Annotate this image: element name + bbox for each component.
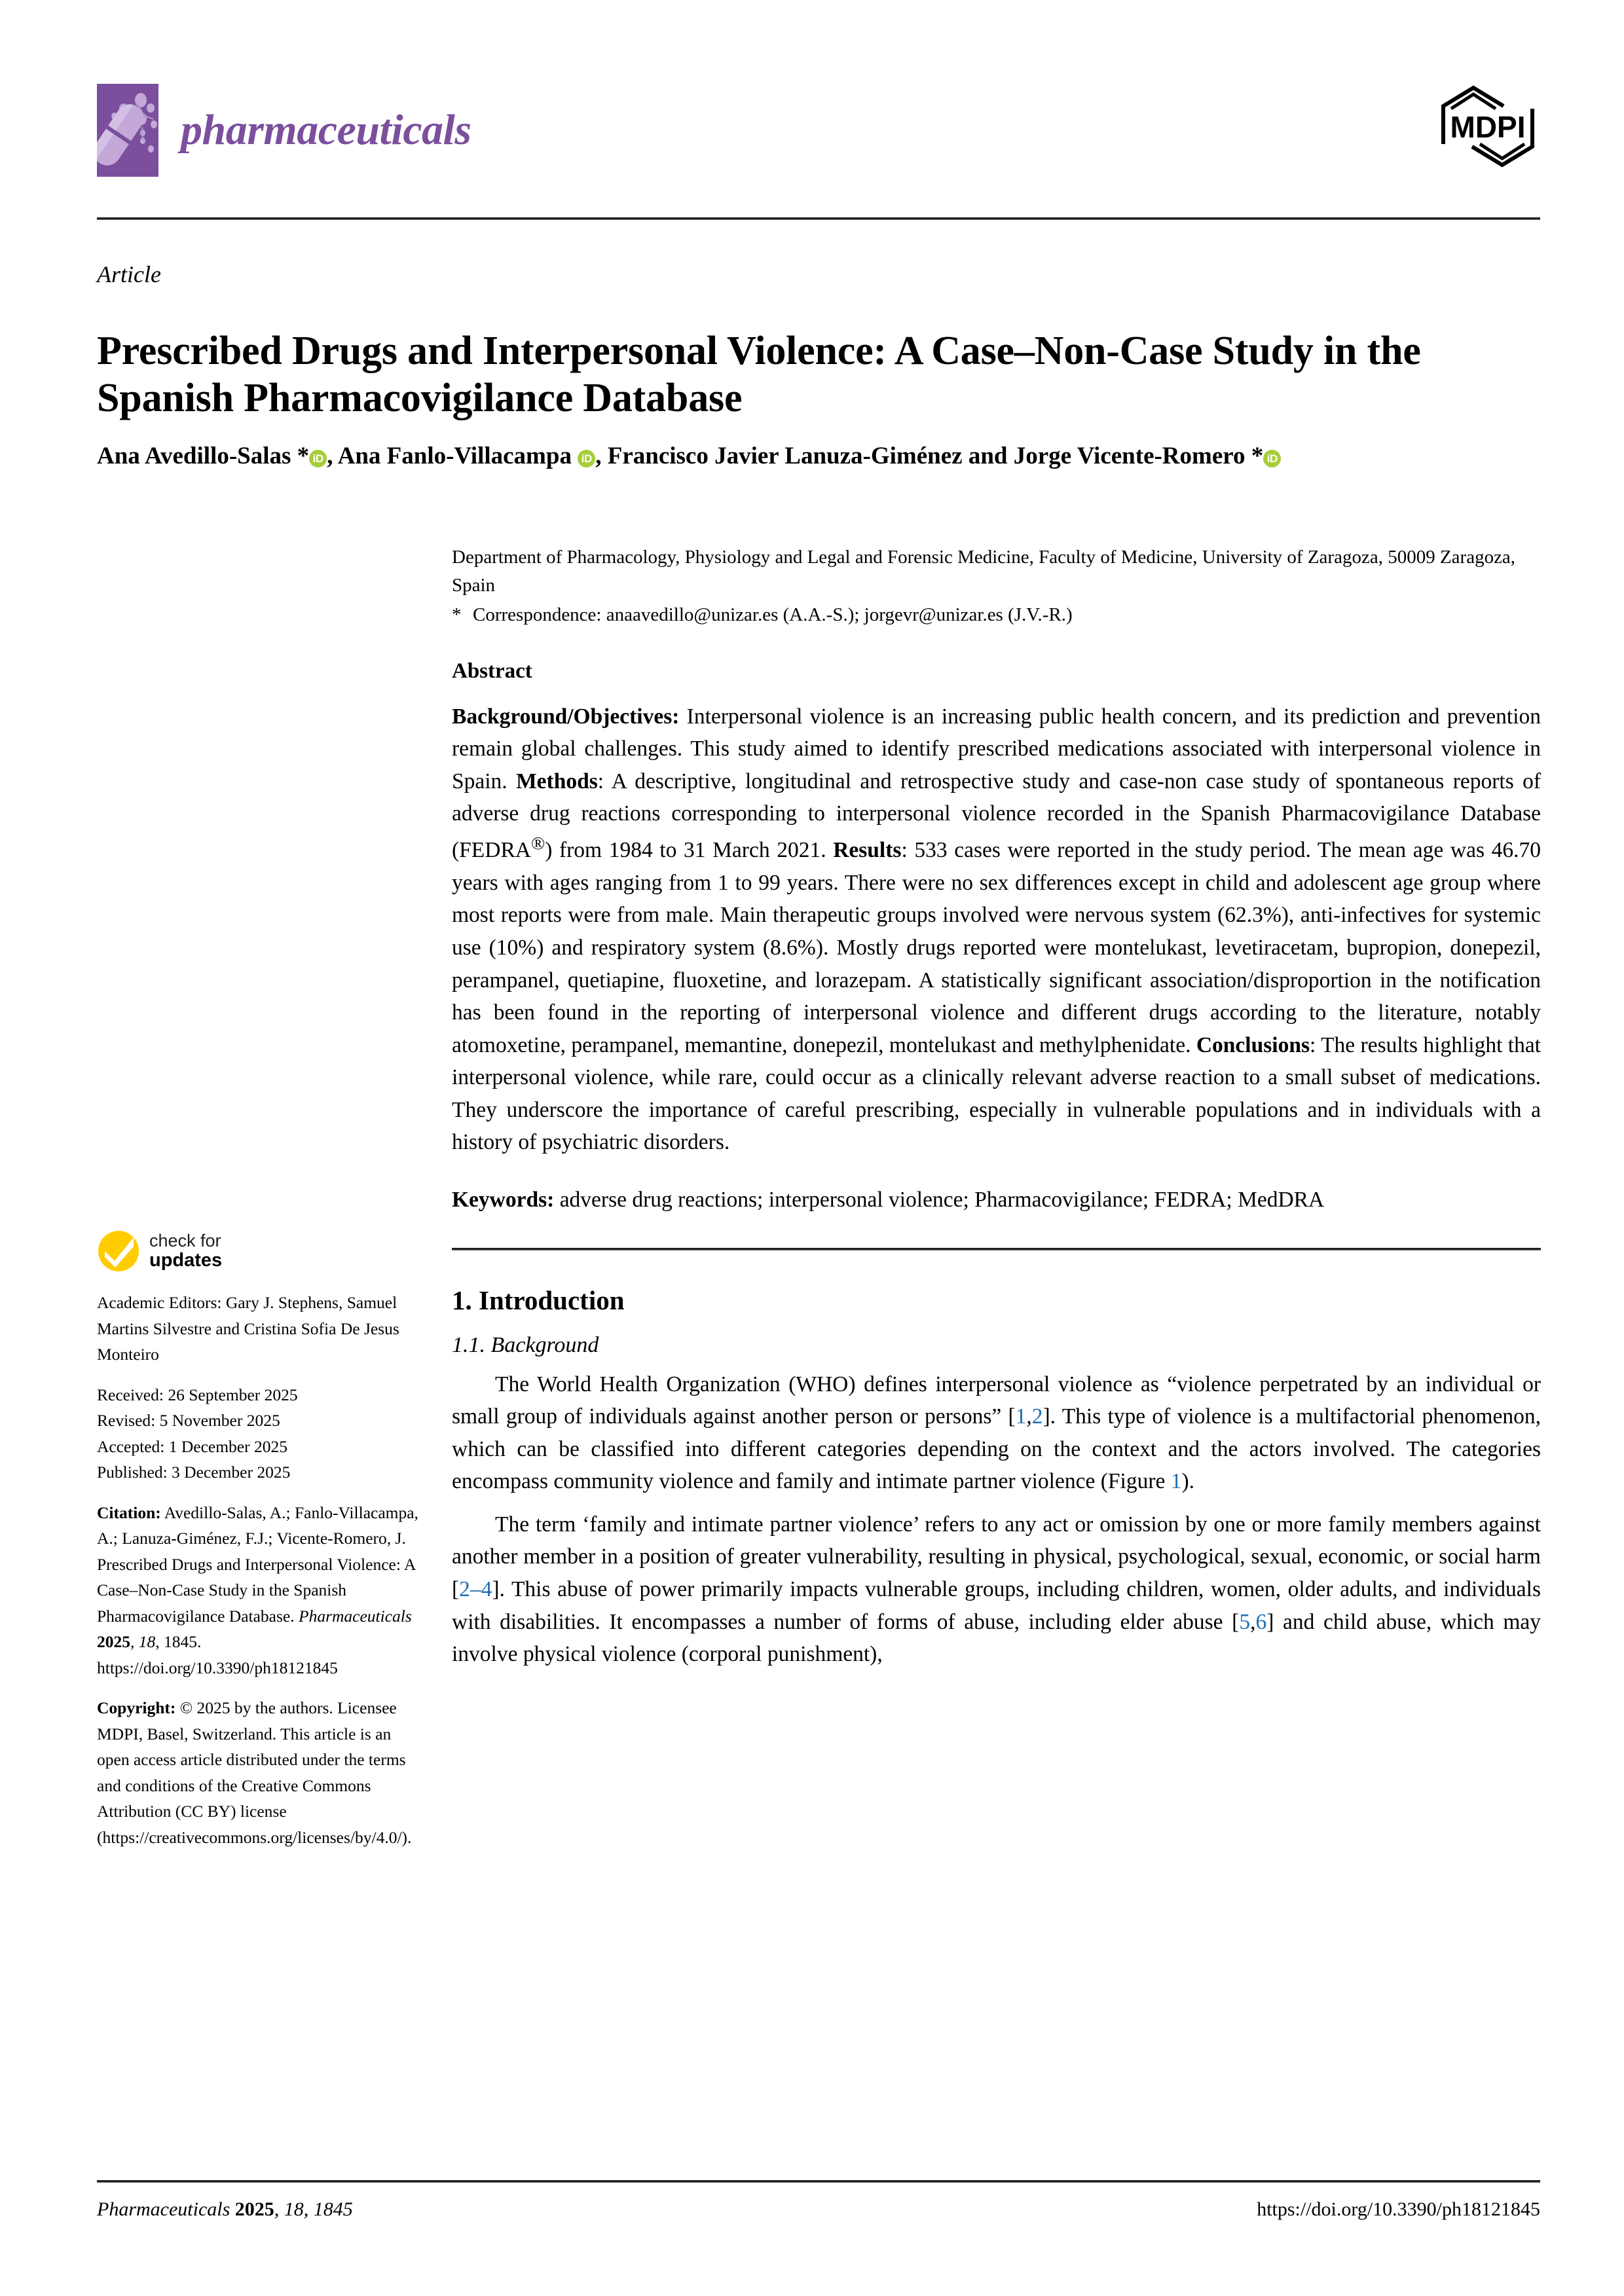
date-accepted: Accepted: 1 December 2025	[97, 1436, 287, 1456]
corresponding-mark-4: *	[1245, 443, 1264, 469]
citation-volume: , 18	[130, 1632, 156, 1652]
citation-year: 2025	[97, 1632, 130, 1652]
citation-ref-5[interactable]: 5	[1239, 1609, 1251, 1634]
corresponding-mark-1: *	[291, 443, 310, 469]
author-list	[97, 440, 1557, 473]
footer-divider	[97, 2180, 1540, 2183]
registered-mark: ®	[530, 833, 545, 854]
author-name-1[interactable]: Ana Avedillo-Salas	[97, 443, 291, 469]
copyright-text: © 2025 by the authors. Licensee MDPI, Basel, Switzerland. This article is an open access article distributed under the terms and conditions of the Creative Commons Attribution (CC BY) license (https://creativecommons.org/licenses/by/4.0/).	[97, 1698, 412, 1847]
footer-year: 2025	[230, 2198, 274, 2220]
abstract-label-results: Results	[833, 838, 902, 863]
orcid-icon-1[interactable]: iD	[309, 450, 327, 467]
citation-ref-2-4[interactable]: 2–4	[459, 1577, 492, 1602]
date-received: Received: 26 September 2025	[97, 1385, 298, 1404]
capsule-molecule-icon	[97, 84, 158, 177]
page-title: Prescribed Drugs and Interpersonal Violence: A Case–Non-Case Study in the Spanish Pharmacovigilance Database	[97, 328, 1421, 421]
abstract-text-conclusions: : The results highlight that interpersonal violence, while rare, could occur as a clinically relevant adverse reaction to a small subset of medications. They underscore the importance of careful prescribing, especially in vulnerable populations and in individuals with a history of psychiatric disorders.	[452, 1032, 1541, 1155]
journal-title: pharmaceuticals	[181, 106, 471, 154]
para2-text-c: ] and child abuse, which may involve physical violence (corporal punishment),	[452, 1609, 1541, 1667]
abstract-label-conclusions: Conclusions	[1196, 1032, 1310, 1057]
author-sep-1: ,	[327, 443, 338, 469]
citation-journal: Pharmaceuticals	[299, 1606, 412, 1626]
citation-block	[97, 1500, 424, 1681]
publication-dates	[97, 1382, 424, 1485]
cfu-line-2: updates	[149, 1249, 223, 1271]
para2-sep: ,	[1250, 1609, 1256, 1634]
footer-doi[interactable]: https://doi.org/10.3390/ph18121845	[1257, 2198, 1540, 2220]
figure-ref-1[interactable]: 1	[1170, 1469, 1182, 1494]
para1-text-b: ]. This type of violence is a multifactorial phenomenon, which can be classified into different categories depending on the context and the actors involved. The categories encompass community violence and family and intimate partner violence (Figure	[452, 1404, 1541, 1494]
correspondence-text: Correspondence: anaavedillo@unizar.es (A.A.-S.); jorgevr@unizar.es (J.V.-R.)	[473, 604, 1073, 625]
abstract-text-methods-2: ) from 1984 to 31 March 2021.	[545, 838, 834, 863]
citation-ref-2[interactable]: 2	[1031, 1404, 1043, 1429]
keywords-text: adverse drug reactions; interpersonal violence; Pharmacovigilance; FEDRA; MedDRA	[554, 1187, 1325, 1212]
author-name-3[interactable]: Francisco Javier Lanuza-Giménez	[607, 443, 963, 469]
masthead	[97, 79, 1540, 190]
footer-pages: , 1845	[303, 2198, 353, 2220]
citation-label: Citation:	[97, 1503, 161, 1522]
orcid-icon-4[interactable]: iD	[1263, 450, 1281, 467]
author-name-4[interactable]: Jorge Vicente-Romero	[1013, 443, 1246, 469]
check-for-updates-badge[interactable]	[97, 1230, 424, 1273]
copyright-label: Copyright:	[97, 1698, 176, 1718]
academic-editors: Academic Editors: Gary J. Stephens, Samuel Martins Silvestre and Cristina Sofia De Jesus Monteiro	[97, 1293, 399, 1364]
intro-paragraph-2	[452, 1508, 1541, 1671]
subsection-heading-background: 1.1. Background	[452, 1332, 599, 1357]
footer-citation	[97, 2198, 353, 2221]
para2-text-a: The term ‘family and intimate partner violence’ refers to any act or omission by one or more family members against another member in a position of greater vulnerability, resulting in physical, psychological, sexual, economic, or social harm [	[452, 1512, 1541, 1602]
abstract-text-methods: : A descriptive, longitudinal and retrospective study and case-non case study of spontaneous reports of adverse drug reactions corresponding to interpersonal violence recorded in the Spanish Pharmacovigilance Database (FEDRA	[452, 769, 1541, 863]
orcid-icon-2[interactable]: iD	[578, 450, 595, 467]
mdpi-wordmark: MDPI	[1450, 110, 1526, 144]
citation-text-b[interactable]: , 1845. https://doi.org/10.3390/ph18121845	[97, 1632, 338, 1677]
page-footer	[97, 2198, 1540, 2221]
para1-text-a: The World Health Organization (WHO) defines interpersonal violence as “violence perpetrated by an individual or small group of individuals against another person or persons” [	[452, 1372, 1541, 1429]
abstract-label-methods: Methods	[516, 769, 598, 793]
footer-journal: Pharmaceuticals	[97, 2198, 231, 2220]
correspondence-mark: *	[452, 604, 462, 625]
abstract-divider	[452, 1248, 1541, 1250]
citation-ref-1[interactable]: 1	[1015, 1404, 1027, 1429]
main-column	[452, 543, 1541, 1671]
abstract-label-background: Background/Objectives:	[452, 704, 680, 729]
section-heading-introduction: 1. Introduction	[452, 1285, 625, 1315]
citation-text-a: Avedillo-Salas, A.; Fanlo-Villacampa, A.; Lanuza-Giménez, F.J.; Vicente-Romero, J. Prescribed Drugs and Interpersonal Violence: A Case–Non-Case Study in the Spanish Pharmacovigilance Database.	[97, 1503, 418, 1626]
affiliation: Department of Pharmacology, Physiology and Legal and Forensic Medicine, Faculty of Medicine, University of Zaragoza, 50009 Zaragoza, Spain	[452, 547, 1516, 596]
abstract-text-results: : 533 cases were reported in the study period. The mean age was 46.70 years with ages ranging from 1 to 99 years. There were no sex differences except in child and adolescent age group where most reports were from male. Main therapeutic groups involved were nervous system (62.3%), anti-infectives for systemic use (10%) and respiratory system (8.6%). Mostly drugs reported were montelukast, levetiracetam, bupropion, donepezil, perampanel, quetiapine, fluoxetine, and lorazepam. A statistically significant association/disproportion in the notification has been found in the reporting of interpersonal violence and different drugs according to the literature, notably atomoxetine, perampanel, memantine, donepezil, montelukast and methylphenidate.	[452, 838, 1541, 1057]
footer-volume: , 18	[274, 2198, 304, 2220]
article-type-label: Article	[97, 261, 161, 287]
author-name-2[interactable]: Ana Fanlo-Villacampa	[337, 443, 572, 469]
cfu-line-1: check for	[149, 1230, 221, 1250]
date-published: Published: 3 December 2025	[97, 1463, 291, 1482]
abstract-text	[452, 701, 1541, 1159]
keywords	[452, 1184, 1541, 1216]
correspondence	[452, 601, 1541, 629]
citation-ref-6[interactable]: 6	[1255, 1609, 1267, 1634]
abstract-heading: Abstract	[452, 659, 532, 683]
checkmark-badge-icon	[97, 1230, 140, 1273]
journal-logo[interactable]	[97, 84, 471, 177]
copyright-block	[97, 1695, 424, 1850]
author-sep-2: ,	[595, 443, 608, 469]
header-divider	[97, 217, 1540, 220]
para2-text-b: ]. This abuse of power primarily impacts vulnerable groups, including children, women, older adults, and individuals with disabilities. It encompasses a number of forms of abuse, including elder abuse [	[452, 1577, 1541, 1634]
mdpi-logo[interactable]	[1435, 84, 1540, 169]
date-revised: Revised: 5 November 2025	[97, 1411, 280, 1430]
author-sep-3: and	[962, 443, 1014, 469]
check-for-updates-text	[149, 1231, 222, 1271]
keywords-label: Keywords:	[452, 1187, 555, 1212]
para1-sep: ,	[1026, 1404, 1032, 1429]
intro-paragraph-1	[452, 1368, 1541, 1498]
para1-text-c: ).	[1181, 1469, 1194, 1494]
sidebar	[97, 1230, 424, 1850]
abstract-text-background: Interpersonal violence is an increasing public health concern, and its prediction and prevention remain global challenges. This study aimed to identify prescribed medications associated with interpersonal violence in Spain.	[452, 704, 1541, 793]
